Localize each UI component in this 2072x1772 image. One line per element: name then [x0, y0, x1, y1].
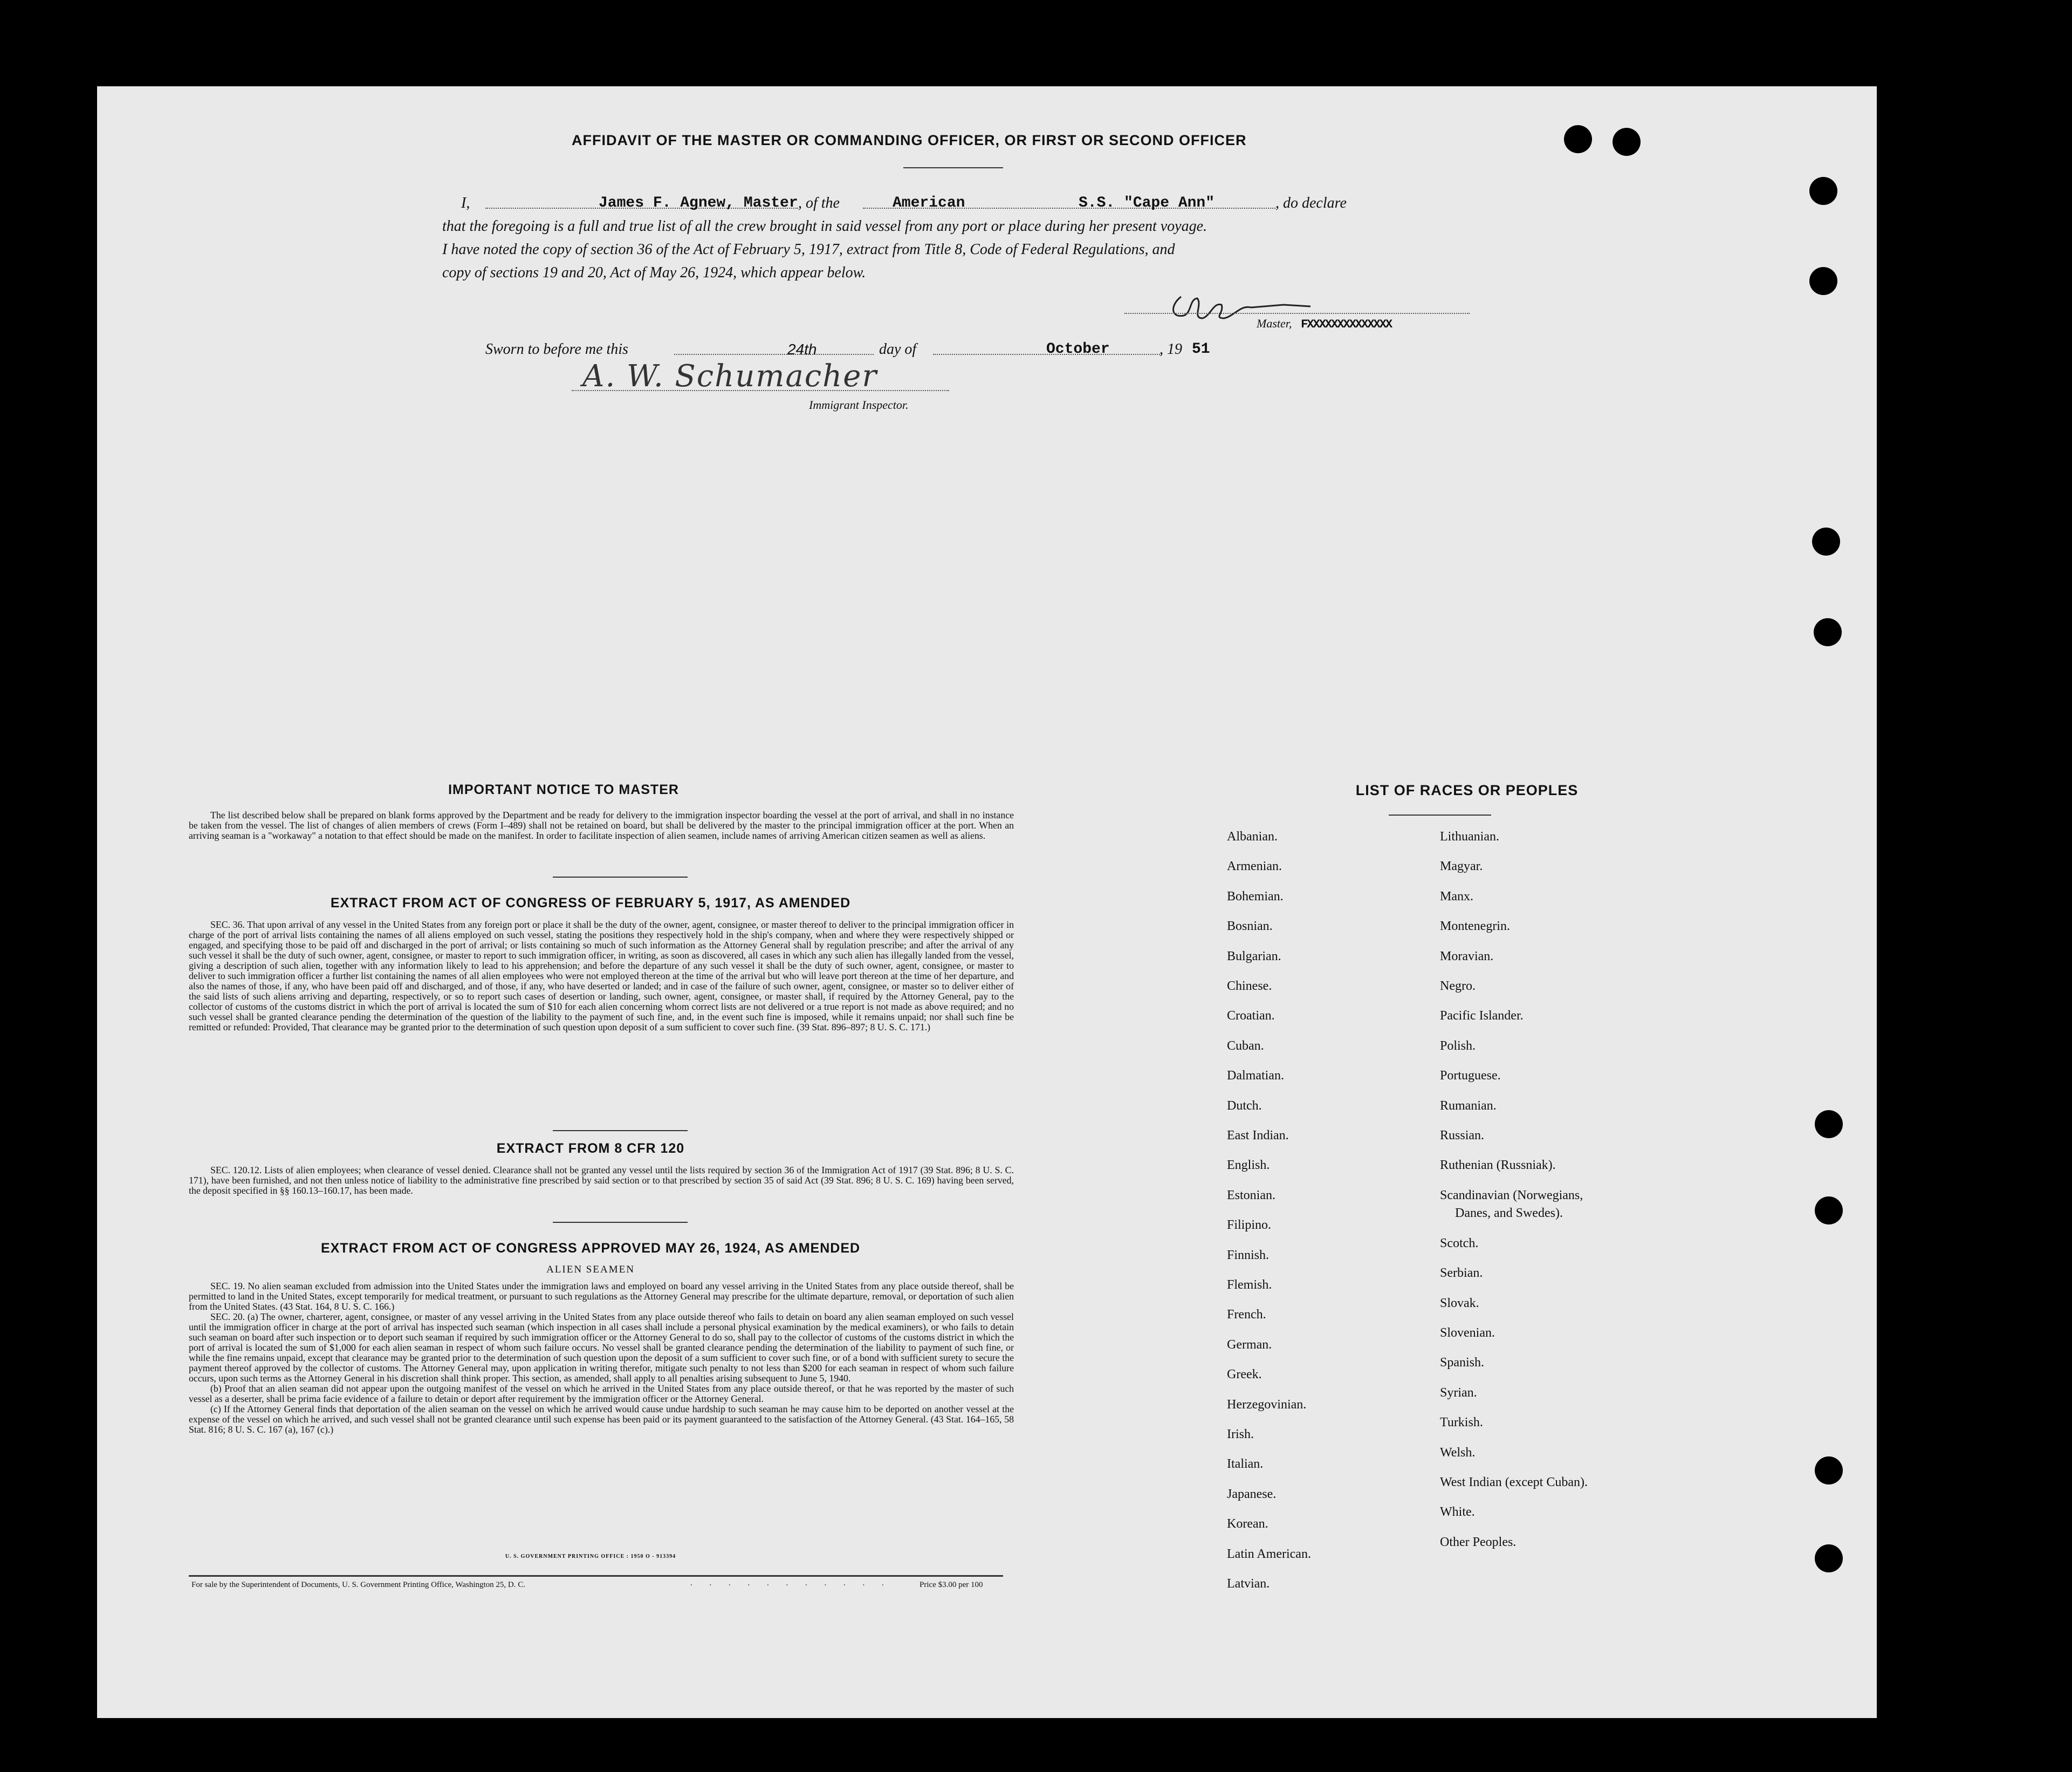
month-value: October	[1046, 341, 1110, 358]
race-item: Korean.	[1227, 1517, 1268, 1531]
race-item: Syrian.	[1440, 1385, 1477, 1400]
race-item: Manx.	[1440, 889, 1473, 904]
section-divider	[553, 1222, 688, 1223]
punch-hole	[1815, 1544, 1843, 1572]
of-the-label: , of the	[798, 195, 840, 211]
race-item: Chinese.	[1227, 979, 1272, 993]
notice-body	[189, 810, 1014, 841]
race-item: Bosnian.	[1227, 919, 1273, 934]
master-name: James F. Agnew, Master	[599, 195, 798, 211]
race-item: French.	[1227, 1308, 1266, 1322]
section-divider	[553, 1130, 688, 1131]
race-item: German.	[1227, 1337, 1272, 1352]
punch-hole	[1809, 177, 1837, 205]
extract-cfr-text: SEC. 120.12. Lists of alien employees; when clearance of vessel denied. Clearance shall not be granted any vessel until the lists required by section 36 of the Immigration Act of 1917 (39 Stat. 896; 8 U. S. C. 171), have been furnished, and not then unless notice of liability to the administrative fine prescribed by said section or to that prescribed by section 35 of said Act (39 Stat. 896; 8 U. S. C. 169) having been served, the deposit specified in §§ 160.13–160.17, has been made.	[189, 1165, 1014, 1196]
document-page	[97, 86, 1877, 1718]
printer-imprint: U. S. GOVERNMENT PRINTING OFFICE : 1950 O - 913394	[505, 1554, 676, 1559]
punch-hole	[1815, 1110, 1843, 1138]
race-item: Estonian.	[1227, 1188, 1275, 1202]
race-item: Turkish.	[1440, 1415, 1483, 1430]
footer-rule	[189, 1575, 1003, 1577]
extract-cfr-title: EXTRACT FROM 8 CFR 120	[496, 1141, 685, 1156]
punch-hole	[1564, 125, 1592, 153]
punch-hole	[1814, 618, 1842, 646]
section-20b-text: (b) Proof that an alien seaman did not appear upon the outgoing manifest of the vessel on which he arrived in the United States from any place outside thereof, or that he was reported by the master of such vessel as a deserter, shall be prima facie evidence of a failure to detain or deport after requirement by the immigration officer or the Attorney General.	[189, 1383, 1014, 1404]
declarant-prefix: I,	[461, 195, 470, 211]
notice-text: The list described below shall be prepared on blank forms approved by the Department and be ready for delivery to the immigration inspector boarding the vessel at the port of arrival, and shall in no instance be taken from the vessel. The list of changes of alien members of crews (Form I–489) shall not be retained on board, but shall be delivered by the master to the principal immigration officer at the port. When an arriving seaman is a "workaway" a notation to that effect should be made on the manifest. In order to facilitate inspection of alien seamen, include names of arriving American citizen seamen as well as aliens.	[189, 810, 1014, 841]
race-item: Slovak.	[1440, 1296, 1479, 1310]
race-item: Spanish.	[1440, 1356, 1485, 1370]
race-item: Japanese.	[1227, 1487, 1277, 1501]
notice-title: IMPORTANT NOTICE TO MASTER	[448, 782, 679, 797]
race-item: White.	[1440, 1505, 1475, 1520]
race-item: Cuban.	[1227, 1038, 1264, 1053]
race-item: Latvian.	[1227, 1577, 1270, 1591]
extract-cfr-body	[189, 1165, 1014, 1196]
footer-right: Price $3.00 per 100	[920, 1581, 983, 1589]
race-item: Armenian.	[1227, 859, 1282, 874]
race-item: Scotch.	[1440, 1236, 1479, 1250]
inspector-signature: A. W. Schumacher	[582, 359, 878, 394]
race-item: Irish.	[1227, 1427, 1254, 1441]
race-item: Negro.	[1440, 979, 1476, 993]
punch-hole	[1815, 1196, 1843, 1224]
race-item: Rumanian.	[1440, 1098, 1497, 1113]
punch-hole	[1809, 267, 1837, 295]
vessel-name: S.S. "Cape Ann"	[1079, 195, 1215, 211]
affidavit-line-2: that the foregoing is a full and true list of all the crew brought in said vessel from any port or place during her present voyage.	[442, 218, 1207, 235]
race-item: Dutch.	[1227, 1098, 1262, 1113]
race-item: Portuguese.	[1440, 1069, 1501, 1083]
day-of-label: day of	[879, 341, 917, 358]
extract-1924-body	[189, 1281, 1014, 1435]
race-item: Montenegrin.	[1440, 919, 1510, 934]
race-item: Albanian.	[1227, 830, 1278, 844]
race-item: Bohemian.	[1227, 889, 1284, 904]
race-item: Slovenian.	[1440, 1326, 1495, 1340]
race-item: Croatian.	[1227, 1009, 1275, 1023]
affidavit-title: AFFIDAVIT OF THE MASTER OR COMMANDING OFFICER, OR FIRST OR SECOND OFFICER	[572, 132, 1247, 148]
year-prefix: , 19	[1160, 341, 1182, 358]
extract-1917-body	[189, 920, 1014, 1032]
race-item: Latin American.	[1227, 1547, 1311, 1561]
race-item: Serbian.	[1440, 1266, 1483, 1281]
race-item: Magyar.	[1440, 859, 1483, 874]
struck-out-text: FXXXXXXXXXXXXXX	[1294, 318, 1392, 331]
day-line	[674, 354, 874, 355]
alien-seamen-subtitle: ALIEN SEAMEN	[546, 1264, 635, 1275]
master-caption-text: Master,	[1257, 317, 1292, 330]
footer-left: For sale by the Superintendent of Documents, U. S. Government Printing Office, Washington 25, D. C.	[191, 1581, 525, 1589]
race-item: Other Peoples.	[1440, 1535, 1517, 1549]
race-item: Filipino.	[1227, 1218, 1272, 1233]
race-item: Flemish.	[1227, 1278, 1272, 1292]
section-20c-text: (c) If the Attorney General finds that deportation of the alien seaman on the vessel on which he arrived would cause undue hardship to such seaman he may cause him to be deported on another vessel at the expense of the vessel on which he arrived, and such vessel shall not be granted clearance until such expense has been paid or its payment guaranteed to the satisfaction of the Attorney General. (43 Stat. 164–165, 58 Stat. 816; 8 U. S. C. 167 (a), 167 (c).)	[189, 1404, 1014, 1435]
race-item: Herzegovinian.	[1227, 1397, 1307, 1412]
race-item: Danes, and Swedes).	[1455, 1206, 1563, 1220]
do-declare-label: , do declare	[1275, 195, 1347, 211]
extract-1924-title: EXTRACT FROM ACT OF CONGRESS APPROVED MAY 26, 1924, AS AMENDED	[320, 1241, 861, 1256]
footer-dots: . . . . . . . . . . .	[690, 1579, 891, 1588]
extract-1917-text: SEC. 36. That upon arrival of any vessel in the United States from any foreign port or place it shall be the duty of the owner, agent, consignee, or master thereof to deliver to the principal immigration officer in charge of the port of arrival lists containing the names of all aliens employed on such vessel, stating the positions they respectively hold in the ship's company, when and where they were respectively shipped or engaged, and specifying those to be paid off and discharged in the port of arrival; or lists containing so much of such information as the Attorney General shall by regulation prescribe; and after the arrival of any such vessel it shall be the duty of such owner, agent, consignee, or master to report to such immigration officer, in writing, as soon as discovered, all cases in which any such alien has illegally landed from the vessel, giving a description of such alien, together with any information likely to lead to his apprehension; and before the departure of any such vessel it shall be the duty of such owner, agent, consignee, or master to deliver to such immigration officer a further list containing the names of all alien employees who were not employed thereon at the time of the arrival but who will leave port thereon at the time of her departure, and also the names of those, if any, who have been paid off and discharged, and of those, if any, who have deserted or landed; and in case of the failure of such owner, agent, consignee, or master so to deliver either of the said lists of such aliens arriving and departing, respectively, or so to report such cases of desertion or landing, such owner, agent, consignee, or master shall, if required by the Attorney General, pay to the collector of customs of the customs district in which the port of arrival is located the sum of $10 for each alien concerning whom correct lists are not delivered or a true report is not made as above required; and no such vessel shall be granted clearance pending the determination of the question of the liability to the payment of such fine, and, in the event such fine is imposed, while it remains unpaid; nor shall such fine be remitted or refunded: Provided, That clearance may be granted prior to the determination of such question upon deposit of a sum sufficient to cover such fine. (39 Stat. 896–897; 8 U. S. C. 171.)	[189, 919, 1014, 1032]
year-value: 51	[1192, 341, 1210, 358]
race-item: Italian.	[1227, 1457, 1264, 1472]
day-value: 24th	[787, 341, 817, 358]
vessel-nationality: American	[893, 195, 965, 211]
race-item: English.	[1227, 1158, 1270, 1173]
affidavit-line-4: copy of sections 19 and 20, Act of May 26, 1924, which appear below.	[442, 264, 866, 281]
race-item: Finnish.	[1227, 1248, 1270, 1262]
section-20a-text: SEC. 20. (a) The owner, charterer, agent, consignee, or master of any vessel arriving in the United States from any place outside thereof who fails to detain on board any alien seaman employed on such vessel until the immigration officer in charge at the port of arrival has inspected such seaman (which inspection in all cases shall include a personal physical examination by the medical examiners), or who fails to detain such seaman on board after such inspection or to deport such seaman if required by such immigration officer or the Attorney General to do so, shall pay to the collector of customs of the customs district in which the port of arrival is located the sum of $1,000 for each alien seaman in respect of whom such failure occurs. No vessel shall be granted clearance pending the determination of the liability to payment of such fine, or while the fine remains unpaid, except that clearance may be granted prior to the determination of such question upon the deposit of a sum sufficient to cover such fine, or of a bond with sufficient surety to secure the payment thereof approved by the collector of customs. The Attorney General may, upon application in writing therefor, mitigate such penalty to not less than $200 for each seaman in respect of whom such failure occurs, upon such terms as the Attorney General in his discretion shall think proper. This section, as amended, shall apply to all penalties arising subsequent to June 5, 1940.	[189, 1311, 1014, 1384]
section-divider	[553, 877, 688, 878]
race-item: West Indian (except Cuban).	[1440, 1475, 1588, 1489]
races-title: LIST OF RACES OR PEOPLES	[1355, 782, 1579, 798]
race-item: Polish.	[1440, 1038, 1476, 1053]
race-item: Lithuanian.	[1440, 830, 1499, 844]
race-item: Ruthenian (Russniak).	[1440, 1158, 1556, 1173]
races-title-rule	[1389, 815, 1491, 816]
sworn-prefix: Sworn to before me this	[485, 341, 628, 358]
master-signature-line	[1124, 313, 1470, 314]
punch-hole	[1613, 128, 1641, 156]
race-item: Dalmatian.	[1227, 1069, 1284, 1083]
race-item: Scandinavian (Norwegians,	[1440, 1188, 1583, 1202]
race-item: East Indian.	[1227, 1128, 1289, 1142]
race-item: Bulgarian.	[1227, 949, 1281, 963]
title-rule	[903, 167, 1003, 168]
inspector-line	[572, 390, 949, 391]
race-item: Russian.	[1440, 1128, 1485, 1142]
affidavit-line-3: I have noted the copy of section 36 of the Act of February 5, 1917, extract from Title 8, Code of Federal Regulations, and	[442, 241, 1175, 258]
section-19-text: SEC. 19. No alien seaman excluded from admission into the United States under the immigration laws and employed on board any vessel arriving in the United States from any place outside thereof, shall be permitted to land in the United States, except temporarily for medical treatment, or pursuant to such regulations as the Attorney General may prescribe for the ultimate departure, removal, or deportation of such alien from the United States. (43 Stat. 164, 8 U. S. C. 166.)	[189, 1281, 1014, 1312]
punch-hole	[1815, 1456, 1843, 1484]
inspector-caption: Immigrant Inspector.	[809, 398, 909, 412]
race-item: Pacific Islander.	[1440, 1009, 1524, 1023]
master-caption	[1257, 317, 1391, 331]
race-item: Welsh.	[1440, 1445, 1476, 1460]
race-item: Moravian.	[1440, 949, 1494, 963]
punch-hole	[1812, 528, 1840, 556]
race-item: Greek.	[1227, 1367, 1262, 1382]
extract-1917-title: EXTRACT FROM ACT OF CONGRESS OF FEBRUARY 5, 1917, AS AMENDED	[330, 895, 851, 911]
